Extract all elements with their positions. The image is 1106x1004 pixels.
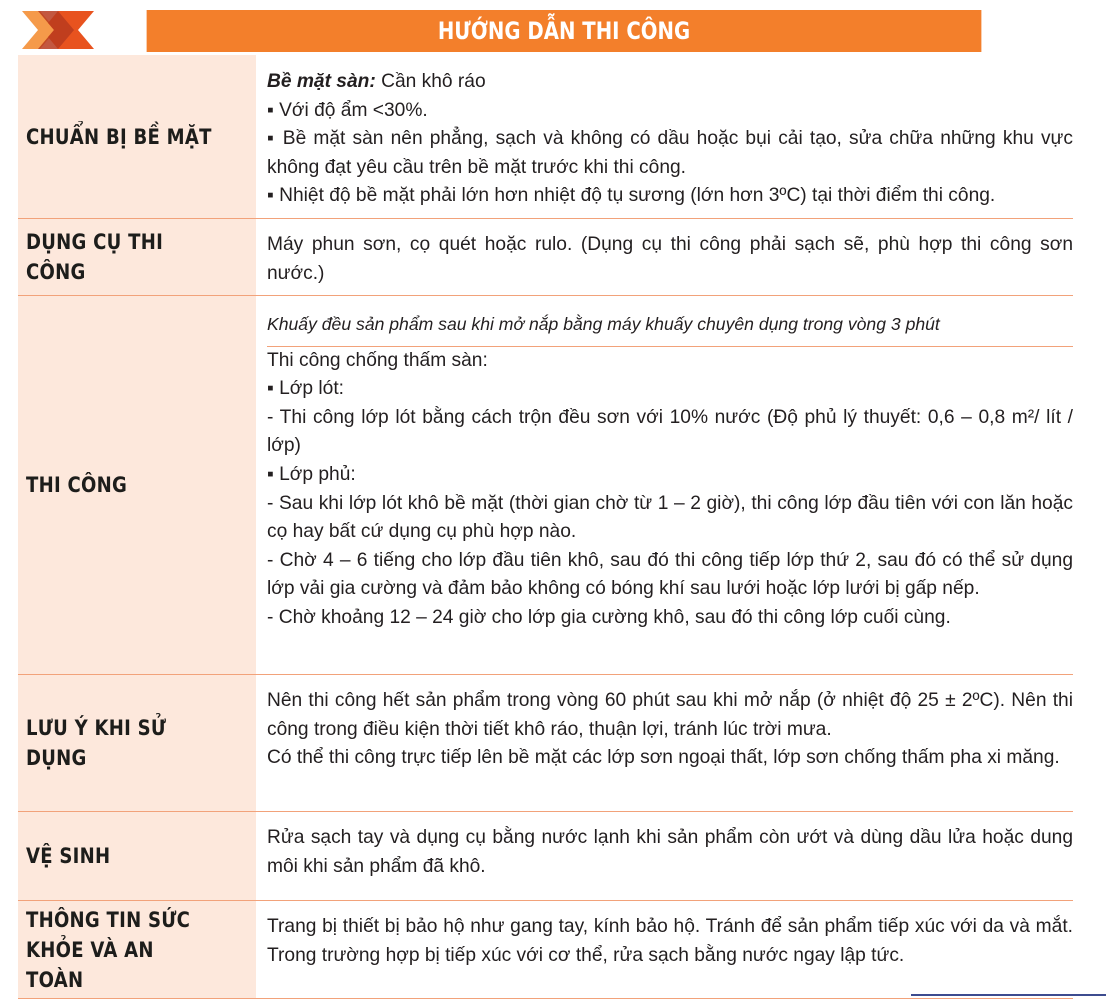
row-content: Trang bị thiết bị bảo hộ như gang tay, kính bảo hộ. Tránh để sản phẩm tiếp xúc với da và mắt. Trong trường hợp bị tiếp xúc với cơ thể, rửa sạch bằng nước ngay lập tức. [267,916,1073,966]
row-label: THÔNG TIN SỨC KHỎE VÀ AN TOÀN [18,901,256,998]
row-content: Máy phun sơn, cọ quét hoặc rulo. (Dụng cụ thi công phải sạch sẽ, phù hợp thi công sơn nước.) [267,234,1073,284]
row-content: Bề mặt sàn: Cần khô ráo ▪ Với độ ẩm <30%. ▪ Bề mặt sàn nên phẳng, sạch và không có dầu hoặc bụi cải tạo, sửa chữa những khu vực không đạt yêu cầu trên bề mặt trước khi thi công. ▪ Nhiệt độ bề mặt phải lớn hơn nhiệt độ tụ sương (lớn hơn 3ºC) tại thời điểm thi công. [267,71,1073,207]
row-content: Khuấy đều sản phẩm sau khi mở nắp bằng máy khuấy chuyên dụng trong vòng 3 phút Thi công chống thấm sàn: ▪ Lớp lót: - Thi công lớp lót bằng cách trộn đều sơn với 10% nước (Độ phủ lý thuyết: 0,6 – 0,8 m²/ lít / lớp) ▪ Lớp phủ: - Sau khi lớp lót khô bề mặt (thời gian chờ từ 1 – 2 giờ), thi công lớp đầu tiên với con lăn hoặc cọ hay bất cứ dụng cụ phù hợp nào. - Chờ 4 – 6 tiếng cho lớp đầu tiên khô, sau đó thi công tiếp lớp thứ 2, sau đó có thể sử dụng lớp vải gia cường và đảm bảo không có bóng khí sau lưới hoặc lớp lưới bị gấp nếp. - Chờ khoảng 12 – 24 giờ cho lớp gia cường khô, sau đó thi công lớp cuối cùng. [256,296,1073,674]
page-title: HƯỚNG DẪN THI CÔNG [147,10,982,52]
stir-note: Khuấy đều sản phẩm sau khi mở nắp bằng máy khuấy chuyên dụng trong vòng 3 phút [267,310,1073,347]
row-content: Rửa sạch tay và dụng cụ bằng nước lạnh khi sản phẩm còn ướt và dùng dầu lửa hoặc dung môi khi sản phẩm đã khô. [267,827,1073,877]
row-label: VỆ SINH [18,812,256,900]
row-label: CHUẨN BỊ BỀ MẶT [18,55,256,218]
footer-divider [911,994,1106,996]
row-content: Nên thi công hết sản phẩm trong vòng 60 phút sau khi mở nắp (ở nhiệt độ 25 ± 2ºC). Nên thi công trong điều kiện thời tiết khô ráo, thuận lợi, tránh lúc trời mưa. Có thể thi công trực tiếp lên bề mặt các lớp sơn ngoại thất, lớp sơn chống thấm pha xi măng. [267,690,1073,769]
table-row [18,55,1073,219]
table-row [18,296,1073,675]
row-label: THI CÔNG [18,296,256,674]
table-row [18,219,1073,296]
row-label: LƯU Ý KHI SỬ DỤNG [18,675,256,811]
x-logo-icon [18,7,98,53]
header [0,0,1106,55]
table-row [18,812,1073,901]
instruction-table [18,55,1073,999]
table-row [18,675,1073,812]
table-row [18,901,1073,999]
row-label: DỤNG CỤ THI CÔNG [18,219,256,295]
